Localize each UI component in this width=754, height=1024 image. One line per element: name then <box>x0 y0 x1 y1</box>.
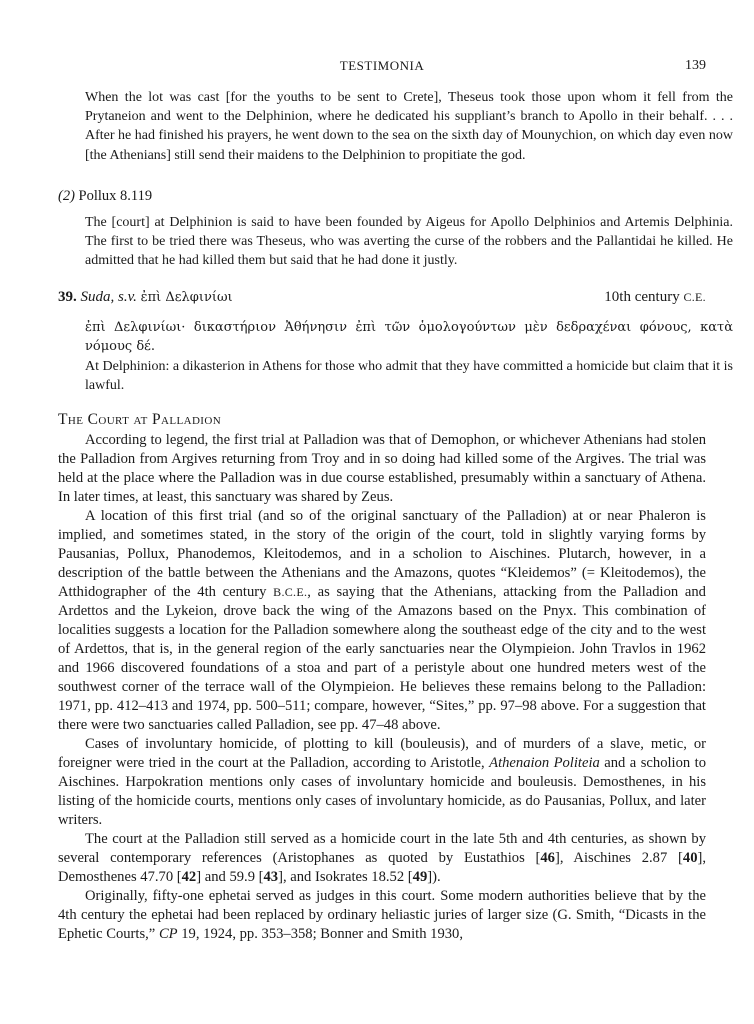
pollux-translation-text: The [court] at Delphinion is said to have been founded by Aigeus for Apollo Delphinios and Artemis Delphinia. The first to be tried there was Theseus, who was averting the curse of the robbers and the Pallantidai he killed. He admitted that he had killed them but said that he had done it justly. <box>85 215 733 269</box>
paragraph-4-text-f: ]). <box>427 869 441 885</box>
running-head <box>58 58 706 78</box>
body-text <box>58 431 706 944</box>
paragraph-2-text-b: , as saying that the Athenians, attacking from the Palladion and Ardettos and the Lykeion, drove back the wing of the Amazons based on the Pnyx. This combination of localities suggests a location for the Palladion somewhere along the southeast edge of the city and to the west of Ardettos, that is, in the general region of the early sanctuaries near the Olympieion. John Travlos in 1962 and 1966 discovered foundations of a stoa and part of a peristyle about one hundred meters west of the southwest corner of the terrace wall of the Olympieion. He believes these remains belong to the Palladion: 1971, pp. 412–413 and 1974, pp. 500–511; compare, however, “Sites,” pp. 97–98 above. For a suggestion that there were two sanctuaries called Palladion, see pp. 47–48 above. <box>58 584 706 733</box>
pollux-source: Pollux 8.119 <box>78 188 153 204</box>
entry-39-greek <box>58 318 733 356</box>
entry-39-date-prefix: 10th century <box>604 289 680 305</box>
paragraph-4-text-c: ], Demosthenes 47.70 [ <box>58 850 707 885</box>
entry-39-translation-text: At Delphinion: a dikasterion in Athens for those who admit that they have committed a homicide but claim that it is lawful. <box>85 359 733 394</box>
paragraph-1-text: According to legend, the first trial at Palladion was that of Demophon, or whichever Athenians had stolen the Palladion from Argives returning from Troy and in so doing had killed some of the Argives. The trial was held at the place where the Palladion was in due course established, presumably within a sanctuary of Athena. In later times, at least, this sanctuary was shared by Zeus. <box>58 432 706 505</box>
ref-40: 40 <box>682 850 698 866</box>
ref-49: 49 <box>412 869 428 885</box>
ref-42: 42 <box>181 869 197 885</box>
paragraph-4-text-e: ], and Isokrates 18.52 [ <box>278 869 413 885</box>
paragraph-3-title: Athenaion Politeia <box>489 755 600 771</box>
pollux-heading <box>58 187 706 206</box>
paragraph-2-era: B.C.E. <box>273 585 308 599</box>
ref-46: 46 <box>540 850 555 866</box>
paragraph-4-text-b: ], Aischines 2.87 [ <box>554 850 683 866</box>
paragraph-5-journal: CP <box>158 926 178 942</box>
paragraph-2 <box>58 507 706 735</box>
section-title-text: The Court at Palladion <box>58 411 222 428</box>
entry-39-date-era: C.E. <box>683 290 706 304</box>
entry-39-date <box>604 288 706 307</box>
paragraph-5 <box>58 887 706 944</box>
entry-39-lemma: ἐπὶ Δελφινίωι <box>140 290 233 305</box>
page-number: 139 <box>685 58 706 73</box>
paragraph-5-text-b: 19, 1924, pp. 353–358; Bonner and Smith 1930, <box>181 926 463 942</box>
entry-39-greek-text: ἐπὶ Δελφινίωι· δικαστήριον Ἀθήνησιν ἐπὶ τῶν ὁμολογούντων μὲν δεδραχέναι φόνους, κατὰ νόμους δέ. <box>85 320 733 354</box>
paragraph-3-text-a: Cases of involuntary homicide, of plotting to kill (bouleusis), and of murders of a slave, metic, or foreigner were tried in the court at the Palladion, according to Aristotle, <box>58 736 706 771</box>
paragraph-4-text-d: ] and 59.9 [ <box>196 869 264 885</box>
paragraph-4 <box>58 830 706 887</box>
paragraph-1 <box>58 431 706 507</box>
pollux-number: (2) <box>58 188 75 204</box>
paragraph-2-text-a: A location of this first trial (and so of the original sanctuary of the Palladion) at or near Phaleron is implied, and sometimes stated, in the story of the origin of the court, told in slightly varying forms by Pausanias, Pollux, Phanodemos, Kleitodemos, and in a scholion to Aischines. Plutarch, however, in a description of the battle between the Athenians and the Amazons, quotes “Kleidemos” (= Kleitodemos), the Atthidographer of the 4th century <box>58 508 706 600</box>
entry-39-heading <box>58 288 706 307</box>
entry-39-number: 39. <box>58 289 77 305</box>
entry-39-source: Suda, s.v. <box>80 289 137 305</box>
paragraph-4-text-a: The court at the Palladion still served as a homicide court in the late 5th and 4th centuries, as shown by several contemporary references (Aristophanes as quoted by Eustathios [ <box>58 831 706 866</box>
pollux-translation <box>58 213 733 271</box>
paragraph-3 <box>58 735 706 830</box>
entry-39-translation <box>58 357 733 395</box>
paragraph-5-text-a: Originally, fifty-one ephetai served as judges in this court. Some modern authorities believe that by the 4th century the ephetai had been replaced by ordinary heliastic juries of larger size (G. Smith, “Dicasts in the Ephetic Courts,” <box>58 888 706 942</box>
running-title: TESTIMONIA <box>339 58 425 73</box>
section-title <box>58 410 706 429</box>
ref-43: 43 <box>263 869 279 885</box>
plutarch-quote-text: When the lot was cast [for the youths to be sent to Crete], Theseus took those upon whom it fell from the Prytaneion and went to the Delphinion, where he dedicated his suppliant’s branch to Apollo in their behalf. . . . After he had finished his prayers, he went down to the sea on the sixth day of Mounychion, on which day even now [the Athenians] still send their maidens to the Delphinion to propitiate the god. <box>85 90 733 163</box>
plutarch-quote <box>58 88 733 165</box>
paragraph-3-text-b: and a scholion to Aischines. Harpokration mentions only cases of involuntary homicide and bouleusis. Demosthenes, in his listing of the homicide courts, mentions only cases of involuntary homicide, as do Pausanias, Pollux, and later writers. <box>58 755 707 828</box>
